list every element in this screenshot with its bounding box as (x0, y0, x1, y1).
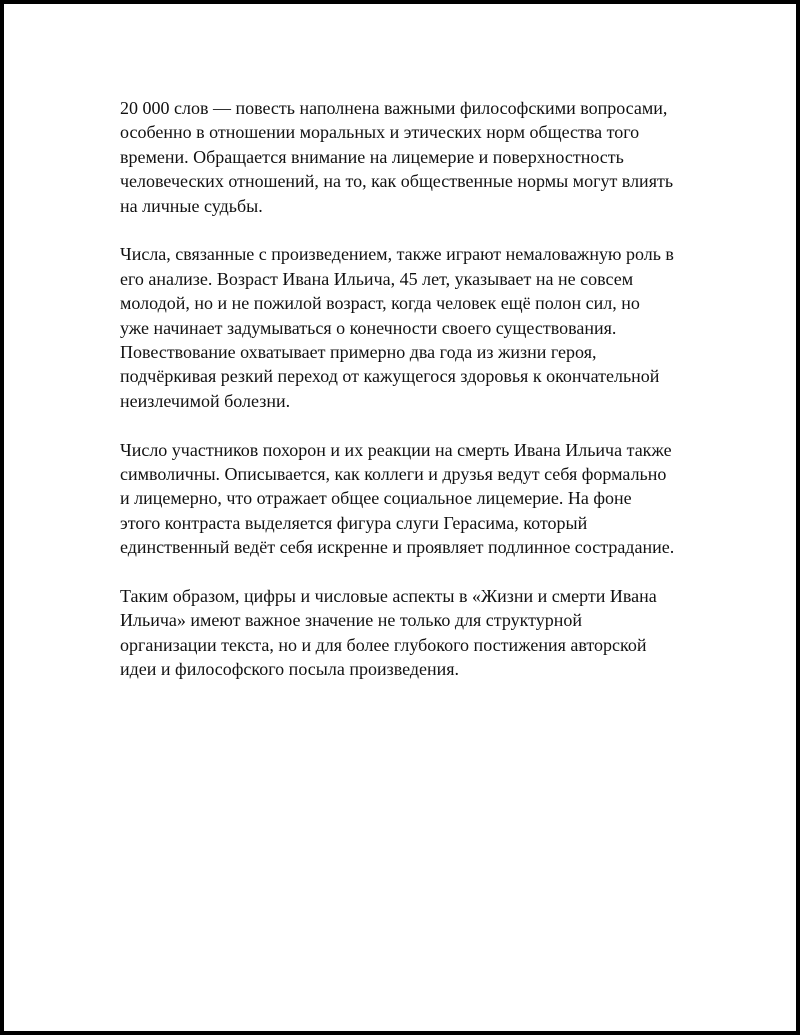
paragraph-line: единственный ведёт себя искренне и проявляет подлинное сострадание. (120, 537, 675, 558)
paragraph-line: его анализе. Возраст Ивана Ильича, 45 лет, указывает на не совсем (120, 268, 634, 289)
paragraph-line: особенно в отношении моральных и этических норм общества того (120, 122, 640, 143)
paragraph-line: человеческих отношений, на то, как общественные нормы могут влиять (120, 171, 674, 192)
paragraph-line: молодой, но и не пожилой возраст, когда человек ещё полон сил, но (120, 293, 640, 314)
document-body (120, 96, 710, 706)
paragraph-line: уже начинает задумываться о конечности своего существования. (120, 317, 617, 338)
paragraph-line: Числа, связанные с произведением, также играют немаловажную роль в (120, 244, 674, 265)
paragraph-line: Повествование охватывает примерно два года из жизни героя, (120, 342, 597, 363)
paragraph-line: Число участников похорон и их реакции на смерть Ивана Ильича также (120, 439, 672, 460)
paragraph-line: организации текста, но и для более глубокого постижения авторской (120, 634, 647, 655)
paragraph-4 (120, 584, 710, 682)
paragraph-line: этого контраста выделяется фигура слуги Герасима, который (120, 512, 588, 533)
paragraph-line: 20 000 слов — повесть наполнена важными философскими вопросами, (120, 98, 668, 118)
paragraph-line: на личные судьбы. (120, 195, 263, 216)
paragraph-line: времени. Обращается внимание на лицемерие и поверхностность (120, 146, 624, 167)
paragraph-line: неизлечимой болезни. (120, 390, 291, 411)
paragraph-line: Таким образом, цифры и числовые аспекты в «Жизни и смерти Ивана (120, 586, 657, 607)
paragraph-3 (120, 438, 710, 560)
paragraph-2 (120, 242, 710, 413)
paragraph-line: подчёркивая резкий переход от кажущегося здоровья к окончательной (120, 366, 660, 387)
paragraph-line: символичны. Описывается, как коллеги и друзья ведут себя формально (120, 464, 667, 485)
paragraph-line: идеи и философского посыла произведения. (120, 659, 460, 680)
paragraph-line: и лицемерно, что отражает общее социальное лицемерие. На фоне (120, 488, 632, 509)
paragraph-line: Ильича» имеют важное значение не только для структурной (120, 610, 582, 631)
paragraph-1 (120, 96, 710, 218)
